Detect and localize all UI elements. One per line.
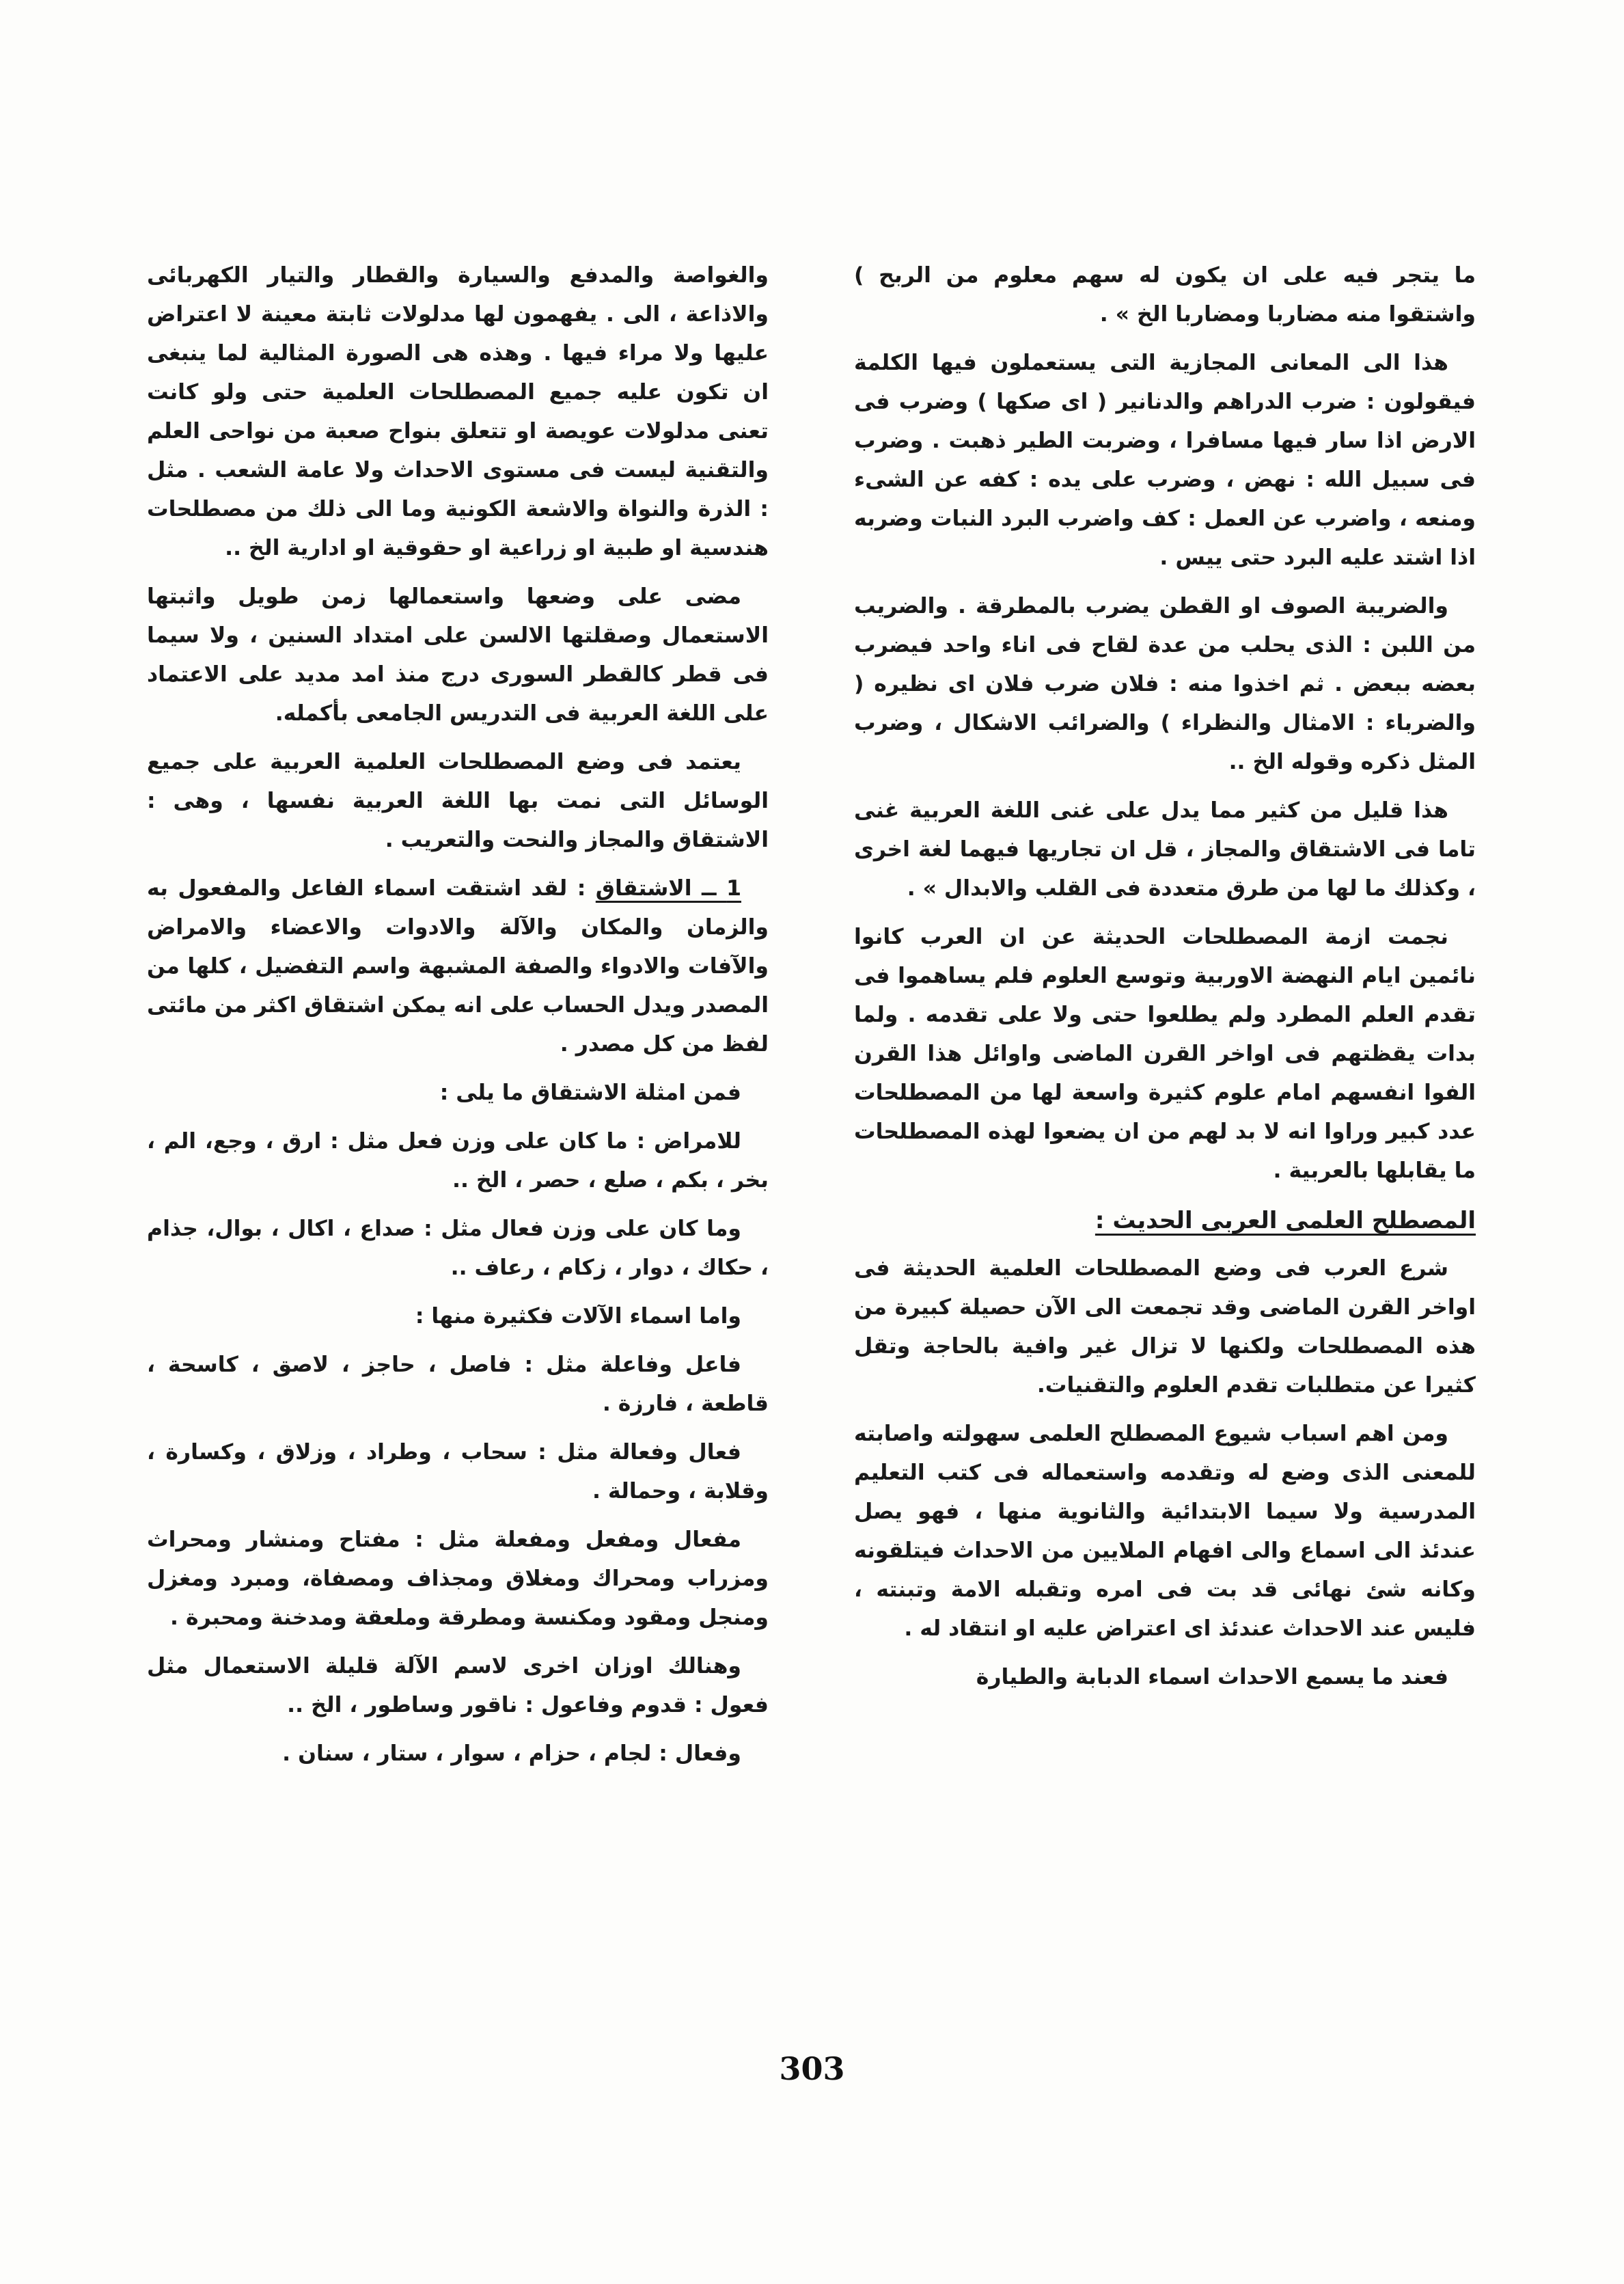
paragraph: واما اسماء الآلات فكثيرة منها : [415,1304,741,1329]
paragraph: نجمت ازمة المصطلحات الحديثة عن ان العرب كانوا نائمين ايام النهضة الاوربية وتوسع العلوم فلم يساهموا فى تقدم العلم المطرد ولم يطلعوا حتى ولا على تقدمه . ولما بدات يقظتهم فى اواخر القرن الماضى واوائل هذا القرن الفوا انفسهم امام علوم كثيرة واسعة لها من المصطلحات عدد كبير وراوا انه لا بد لهم من ان يضعوا لهذه المصطلحات ما يقابلها بالعربية . [854,925,1476,1183]
paragraph: هذا الى المعانى المجازية التى يستعملون فيها الكلمة فيقولون : ضرب الدراهم والدنانير ( اى صكها ) وضرب فى الارض اذا سار فيها مسافرا ، وضربت الطير ذهبت . وضرب فى سبيل الله : نهض ، وضرب على يده : كفه عن الشىء ومنعه ، واضرب عن العمل : كف واضرب البرد النبات وضربه اذا اشتد عليه البرد حتى ييس . [854,351,1476,570]
text-columns [147,256,1476,2020]
paragraph [147,869,769,1064]
paragraph: فعند ما يسمع الاحداث اسماء الدبابة والطيارة [976,1665,1448,1689]
paragraph: ومن اهم اسباب شيوع المصطلح العلمى سهولته واصابته للمعنى الذى وضع له وتقدمه واستعماله فى كتب التعليم المدرسية ولا سيما الابتدائية والثانوية منها ، فهو يصل عندئذ الى اسماع والى افهام الملايين من الاحداث فيتلقونه وكانه شئ نهائى قد بت فى امره وتقبله الامة وتبنته ، فليس عند الاحداث عندئذ اى اعتراض عليه او انتقاد له . [854,1422,1476,1641]
paragraph: ما يتجر فيه على ان يكون له سهم معلوم من الربح ) واشتقوا منه مضاربا ومضاربا الخ » . [854,263,1476,327]
paragraph-text: : لقد اشتقت اسماء الفاعل والمفعول به والزمان والمكان والآلة والادوات والاعضاء والامراض والآفات والادواء والصفة المشبهة واسم التفضيل ، كلها من المصدر ويدل الحساب على انه يمكن اشتقاق اكثر من مائتى لفظ من كل مصدر . [147,876,769,1057]
paragraph: وفعال : لجام ، حزام ، سوار ، ستار ، سنان . [282,1741,741,1766]
section-heading: المصطلح العلمى العربى الحديث : [1095,1207,1476,1234]
page-number: 303 [779,2050,845,2087]
paragraph: فاعل وفاعلة مثل : فاصل ، حاجز ، لاصق ، كاسحة ، قاطعة ، فارزة . [147,1352,769,1416]
paragraph: فمن امثلة الاشتقاق ما يلى : [439,1080,741,1105]
paragraph: وما كان على وزن فعال مثل : صداع ، اكال ، بوال، جذام ، حكاك ، دوار ، زكام ، رعاف .. [147,1216,769,1280]
paragraph: فعال وفعالة مثل : سحاب ، وطراد ، وزلاق ، وكسارة ، وقلابة ، وحمالة . [147,1440,769,1504]
paragraph: والغواصة والمدفع والسيارة والقطار والتيار الكهربائى والاذاعة ، الى . يفهمون لها مدلولات ثابتة معينة لا اعتراض عليها ولا مراء فيها . وهذه هى الصورة المثالية لما ينبغى ان تكون عليه جميع المصطلحات العلمية حتى ولو كانت تعنى مدلولات عويصة او تتعلق بنواح صعبة من نواحى العلم والتقنية ليست فى مستوى الاحداث ولا عامة الشعب . مثل : الذرة والنواة والاشعة الكونية وما الى ذلك من مصطلحات هندسية او طبية او زراعية او حقوقية او ادارية الخ .. [147,263,769,560]
paragraph: شرع العرب فى وضع المصطلحات العلمية الحديثة فى اواخر القرن الماضى وقد تجمعت الى الآن حصيلة كبيرة من هذه المصطلحات ولكنها لا تزال غير وافية بالحاجة وتقل كثيرا عن متطلبات تقدم العلوم والتقنيات. [854,1256,1476,1398]
paragraph: هذا قليل من كثير مما يدل على غنى اللغة العربية غنى تاما فى الاشتقاق والمجاز ، قل ان تجاريها فيهما لغة اخرى ، وكذلك ما لها من طرق متعددة فى القلب والابدال » . [854,798,1476,901]
paragraph: يعتمد فى وضع المصطلحات العلمية العربية على جميع الوسائل التى نمت بها اللغة العربية نفسها ، وهى : الاشتقاق والمجاز والنحت والتعريب . [147,750,769,852]
paragraph: مضى على وضعها واستعمالها زمن طويل واثبتها الاستعمال وصقلتها الالسن على امتداد السنين ، ولا سيما فى قطر كالقطر السورى درج منذ امد مديد على الاعتماد على اللغة العربية فى التدريس الجامعى بأكمله. [147,584,769,726]
left-column [147,256,769,2020]
subsection-lead: 1 ــ الاشتقاق [595,876,741,901]
paragraph: مفعال ومفعل ومفعلة مثل : مفتاح ومنشار ومحراث ومزراب ومحراك ومغلاق ومجذاف ومصفاة، ومبرد ومغزل ومنجل ومقود ومكنسة ومطرقة وملعقة ومدخنة ومحبرة . [147,1527,769,1630]
paragraph: والضريبة الصوف او القطن يضرب بالمطرقة . والضريب من اللبن : الذى يحلب من عدة لقاح فى اناء واحد فيضرب بعضه ببعض . ثم اخذوا منه : فلان ضرب فلان اى نظيره ( والضرباء : الامثال والنظراء ) والضرائب الاشكال ، وضرب المثل ذكره وقوله الخ .. [854,594,1476,774]
right-column [854,256,1476,2020]
paragraph: وهنالك اوزان اخرى لاسم الآلة قليلة الاستعمال مثل فعول : قدوم وفاعول : ناقور وساطور ، الخ .. [147,1654,769,1717]
paragraph: للامراض : ما كان على وزن فعل مثل : ارق ، وجع، الم ، بخر ، بكم ، صلع ، حصر ، الخ .. [147,1129,769,1193]
